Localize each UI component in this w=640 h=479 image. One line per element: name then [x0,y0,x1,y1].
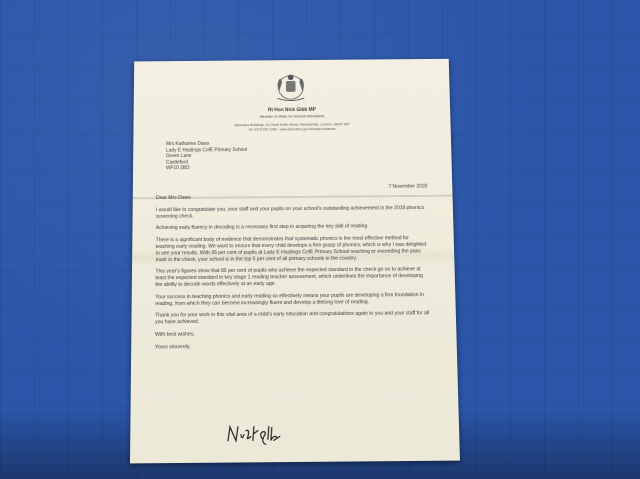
letter-paper [130,59,460,464]
sender-contact: tel: 0370 000 2288 · www.education.gov.uk/help/contactus [248,127,336,132]
body-paragraph: Your success in teaching phonics and early reading so effectively means your pupils are developing a firm foundation in reading, from which they can become increasingly fluent and develop a lifelong love of reading. [155,292,424,307]
sender-name: Rt Hon Nick Gibb MP [267,107,316,114]
body-paragraph: Achieving early fluency in decoding is a necessary first step in acquiring the key skill of reading. [155,223,369,232]
recipient-line: Lady E Hastings CofE Primary School [166,146,248,153]
recipient-line: Mrs Katharine Daws [166,141,210,147]
letter-date: 7 November 2018 [388,183,428,190]
recipient-line: Castleford [165,159,188,166]
body-paragraph: I would like to congratulate you, your staff and your pupils on your school's outstanding achievement in the 2018 phonics screening check. [155,205,425,220]
closing-signoff: Yours sincerely, [154,343,191,351]
sender-title: Minister of State for School Standards [259,113,325,119]
body-paragraph: There is a significant body of evidence that demonstrates that systematic phonics is the most effective method for teaching early reading. We want to ensure that every child develops a firm grasp of phonics, which is why I was delighted to see your results. With 95 per cent of pupils at Lady E Hastings CofE Primary School reaching or exceeding the pass mark in the check, your school is in the top 5 per cent of all primary schools in the country. [155,235,427,263]
royal-crest-icon [270,73,312,106]
recipient-line: WF10 2BD [165,165,190,172]
salutation: Dear Mrs Daws [156,195,191,201]
body-paragraph: This year's figures show that 85 per cent of pupils who achieve the expected standard in the check go on to achieve at least the expected standard in key stage 1 reading teacher assessment, which underlines the importance of developing the ability to decode words effectively at an early age. [155,266,423,288]
sender-block [133,106,450,132]
body-paragraph: Thank you for your work in this vital area of a child's early education and congratulations again to you and your staff for all you have achieved. [155,310,430,326]
closing-wishes: With best wishes, [154,331,195,338]
recipient-line: Green Lane [165,153,192,160]
sender-address: Sanctuary Buildings, 20 Great Smith Street, Westminster, London, SW1P 3BT [234,122,351,128]
handwritten-signature [224,419,284,449]
letter-body [155,193,432,357]
recipient-address [166,141,247,172]
